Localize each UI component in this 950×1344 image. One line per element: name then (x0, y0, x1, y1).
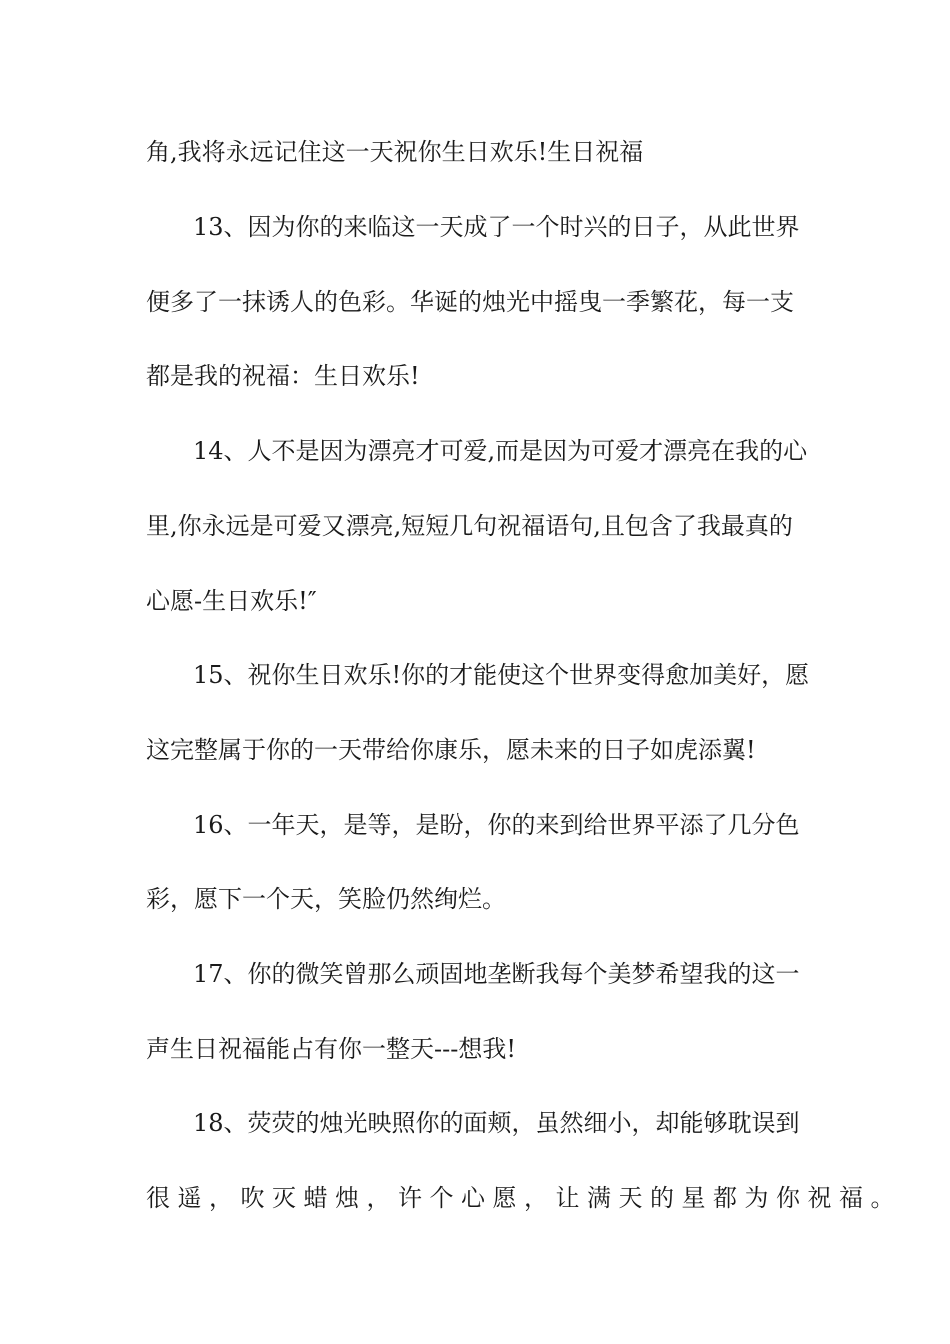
text-line: 便多了一抹诱人的色彩。华诞的烛光中摇曳一季繁花，每一支 (146, 288, 794, 316)
paragraph-16-line-1: 16、一年天，是等，是盼，你的来到给世界平添了几分色 (193, 811, 800, 839)
paragraph-15-line-1: 15、祝你生日欢乐!你的才能使这个世界变得愈加美好，愿 (193, 661, 810, 689)
paragraph-13-line-1: 13、因为你的来临这一天成了一个时兴的日子，从此世界 (193, 213, 800, 241)
text-line: 都是我的祝福：生日欢乐! (146, 362, 420, 390)
text-line: 这完整属于你的一天带给你康乐，愿未来的日子如虎添翼! (146, 736, 756, 764)
paragraph-14-line-1: 14、人不是因为漂亮才可爱,而是因为可爱才漂亮在我的心 (193, 437, 808, 465)
text-line: 声生日祝福能占有你一整天---想我! (146, 1035, 516, 1063)
text-line: 很遥，吹灭蜡烛，许个心愿，让满天的星都为你祝福。 (146, 1184, 902, 1212)
text-line: 角,我将永远记住这一天祝你生日欢乐!生日祝福 (146, 138, 644, 166)
paragraph-17-line-1: 17、你的微笑曾那么顽固地垄断我每个美梦希望我的这一 (193, 960, 800, 988)
text-line: 彩，愿下一个天，笑脸仍然绚烂。 (146, 885, 506, 913)
text-line: 里,你永远是可爱又漂亮,短短几句祝福语句,且包含了我最真的 (146, 512, 793, 540)
text-line: 心愿-生日欢乐!″ (146, 587, 317, 615)
paragraph-18-line-1: 18、荧荧的烛光映照你的面颊，虽然细小，却能够耽误到 (193, 1109, 800, 1137)
